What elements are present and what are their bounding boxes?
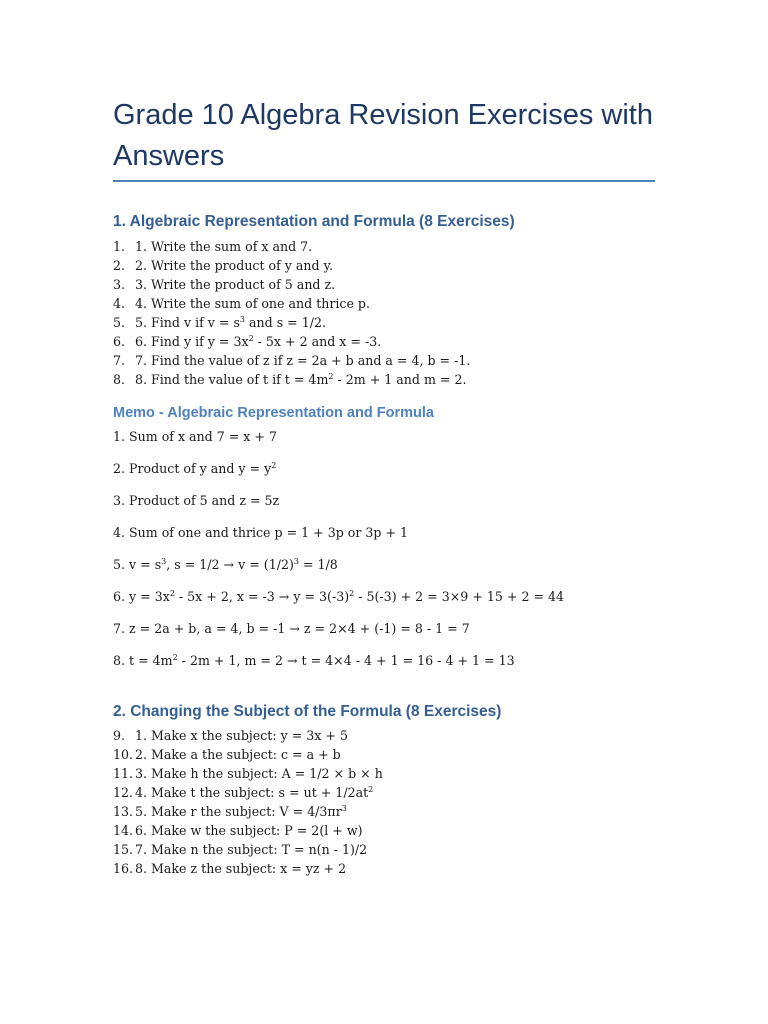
item-number: 6. xyxy=(113,334,126,349)
memo-item xyxy=(113,587,564,619)
item-number: 10. xyxy=(113,747,134,762)
item-number: 4. xyxy=(113,296,126,311)
superscript: 2 xyxy=(368,785,374,794)
item-number: 15. xyxy=(113,842,134,857)
item-text: - 2m + 1 and m = 2. xyxy=(333,372,467,387)
memo-item xyxy=(113,491,564,523)
item-number: 1. xyxy=(113,239,126,254)
memo-item xyxy=(113,427,564,459)
page-title: Grade 10 Algebra Revision Exercises with Answers xyxy=(113,99,653,172)
item-text: 6. y = 3x xyxy=(113,589,170,604)
exercise-item xyxy=(113,802,383,821)
item-text: 8. Make z the subject: x = yz + 2 xyxy=(135,861,347,876)
item-text: 6. Find y if y = 3x xyxy=(135,334,249,349)
exercise-item xyxy=(113,764,383,783)
superscript: 2 xyxy=(271,461,277,470)
exercise-item xyxy=(113,726,383,745)
section-1-list xyxy=(113,237,470,389)
item-number: 7. xyxy=(113,353,126,368)
title-underline xyxy=(113,180,655,182)
exercise-item xyxy=(113,783,383,802)
section-2-list xyxy=(113,726,383,878)
exercise-item xyxy=(113,294,470,313)
item-text: 4. Make t the subject: s = ut + 1/2at xyxy=(135,785,369,800)
memo-item xyxy=(113,619,564,651)
item-text: 6. Make w the subject: P = 2(l + w) xyxy=(135,823,363,838)
exercise-item xyxy=(113,256,470,275)
exercise-item xyxy=(113,370,470,389)
memo-item xyxy=(113,555,564,587)
memo-heading: Memo - Algebraic Representation and Formula xyxy=(113,405,434,421)
item-text: 1. Write the sum of x and 7. xyxy=(135,239,313,254)
item-number: 12. xyxy=(113,785,134,800)
item-text: 3. Product of 5 and z = 5z xyxy=(113,493,280,508)
superscript: 2 xyxy=(248,334,254,343)
item-text: 7. Find the value of z if z = 2a + b and a = 4, b = -1. xyxy=(135,353,471,368)
item-text: 5. Find v if v = s xyxy=(135,315,240,330)
memo-list xyxy=(113,427,564,683)
memo-item xyxy=(113,459,564,491)
item-text: 3. Make h the subject: A = 1/2 × b × h xyxy=(135,766,383,781)
item-text: 8. t = 4m xyxy=(113,653,173,668)
exercise-item xyxy=(113,275,470,294)
section-1-heading: 1. Algebraic Representation and Formula (8 Exercises) xyxy=(113,213,515,230)
item-text: - 5x + 2, x = -3 → y = 3(-3) xyxy=(174,589,350,604)
item-text: 2. Product of y and y = y xyxy=(113,461,272,476)
item-text: 4. Write the sum of one and thrice p. xyxy=(135,296,370,311)
exercise-item xyxy=(113,237,470,256)
item-text: 1. Make x the subject: y = 3x + 5 xyxy=(135,728,348,743)
exercise-item xyxy=(113,840,383,859)
item-number: 14. xyxy=(113,823,134,838)
section-2-heading: 2. Changing the Subject of the Formula (8 Exercises) xyxy=(113,703,502,720)
superscript: 2 xyxy=(349,589,355,598)
superscript: 2 xyxy=(172,653,178,662)
exercise-item xyxy=(113,745,383,764)
exercise-item xyxy=(113,332,470,351)
item-number: 13. xyxy=(113,804,134,819)
exercise-item xyxy=(113,821,383,840)
item-number: 9. xyxy=(113,728,126,743)
memo-item xyxy=(113,523,564,555)
item-number: 8. xyxy=(113,372,126,387)
superscript: 3 xyxy=(161,557,167,566)
item-text: 7. Make n the subject: T = n(n - 1)/2 xyxy=(135,842,368,857)
item-text: 2. Make a the subject: c = a + b xyxy=(135,747,341,762)
superscript: 3 xyxy=(293,557,299,566)
superscript: 2 xyxy=(169,589,175,598)
item-text: - 5(-3) + 2 = 3×9 + 15 + 2 = 44 xyxy=(354,589,565,604)
memo-item xyxy=(113,651,564,683)
item-number: 5. xyxy=(113,315,126,330)
item-text: 1. Sum of x and 7 = x + 7 xyxy=(113,429,277,444)
item-number: 16. xyxy=(113,861,134,876)
exercise-item xyxy=(113,351,470,370)
item-number: 2. xyxy=(113,258,126,273)
item-text: 8. Find the value of t if t = 4m xyxy=(135,372,329,387)
item-text: - 2m + 1, m = 2 → t = 4×4 - 4 + 1 = 16 - 4 + 1 = 13 xyxy=(177,653,515,668)
item-text: - 5x + 2 and x = -3. xyxy=(253,334,382,349)
item-number: 3. xyxy=(113,277,126,292)
superscript: 2 xyxy=(328,372,334,381)
item-text: 5. Make r the subject: V = 4/3πr xyxy=(135,804,342,819)
exercise-item xyxy=(113,313,470,332)
item-text: , s = 1/2 → v = (1/2) xyxy=(166,557,294,572)
item-text: 7. z = 2a + b, a = 4, b = -1 → z = 2×4 + (-1) = 8 - 1 = 7 xyxy=(113,621,470,636)
item-text: 4. Sum of one and thrice p = 1 + 3p or 3p + 1 xyxy=(113,525,409,540)
superscript: 3 xyxy=(239,315,246,324)
item-text: and s = 1/2. xyxy=(245,315,326,330)
item-text: = 1/8 xyxy=(298,557,338,572)
exercise-item xyxy=(113,859,383,878)
item-text: 3. Write the product of 5 and z. xyxy=(135,277,336,292)
superscript: 3 xyxy=(341,804,347,813)
item-text: 2. Write the product of y and y. xyxy=(135,258,334,273)
item-number: 11. xyxy=(113,766,134,781)
item-text: 5. v = s xyxy=(113,557,162,572)
